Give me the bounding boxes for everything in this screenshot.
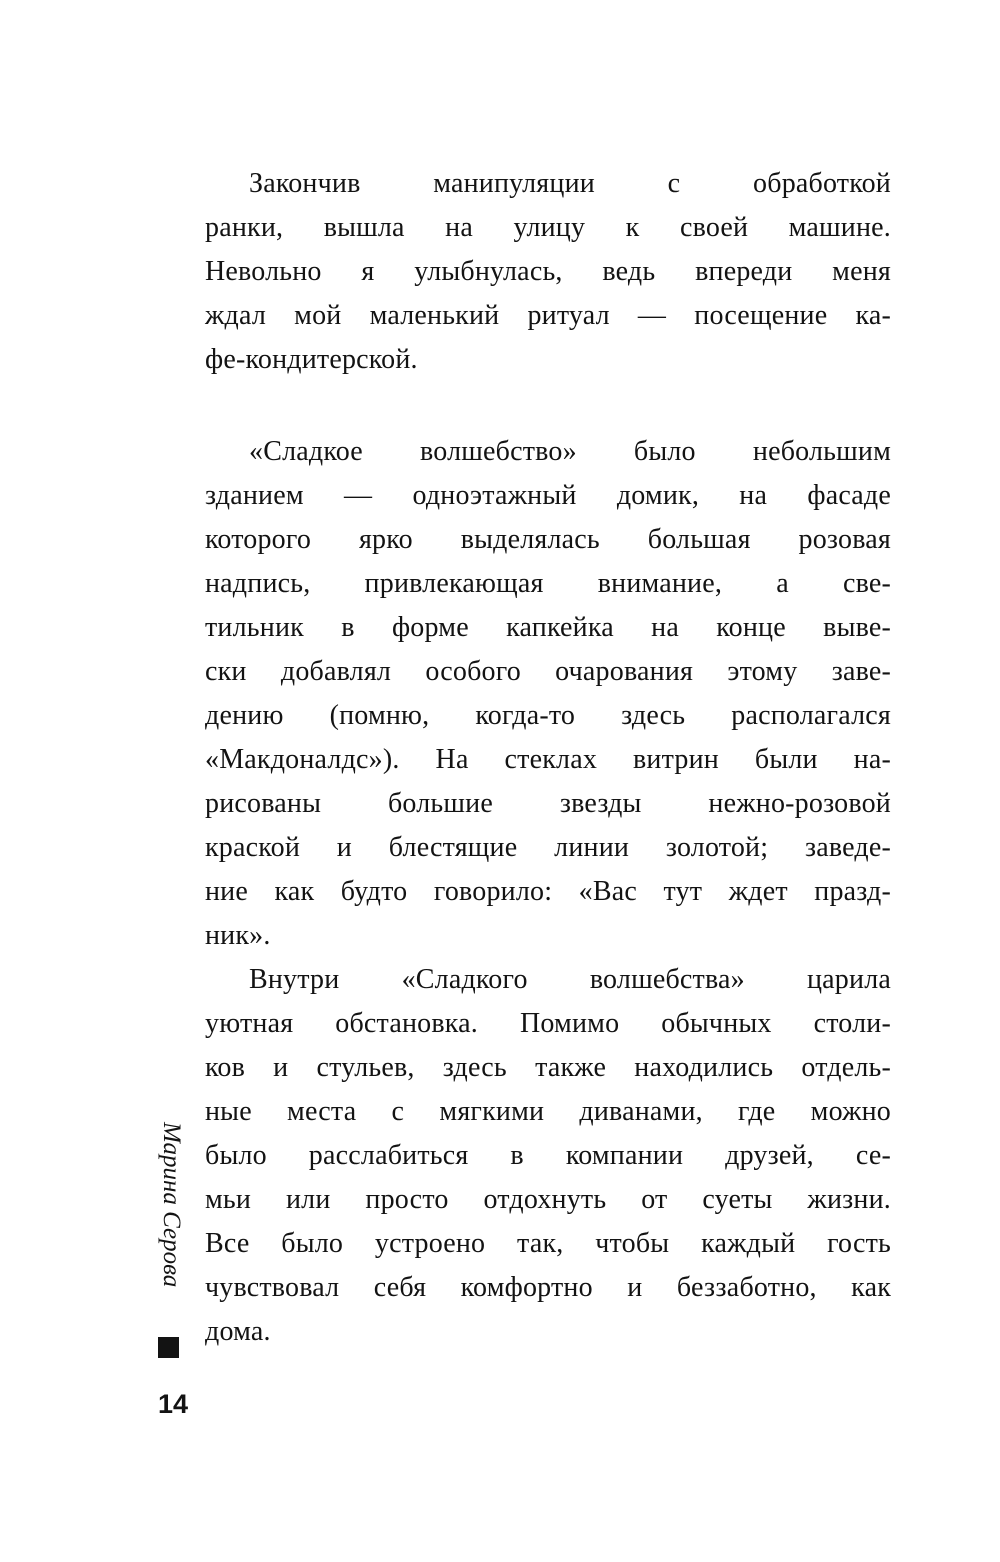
text-line: рисованы большие звезды нежно-розовой — [205, 788, 891, 819]
text-line: Невольно я улыбнулась, ведь впереди меня — [205, 256, 891, 287]
text-line: ник». — [205, 920, 271, 951]
author-name-vertical: Марина Серова — [158, 1122, 185, 1288]
paragraph — [205, 958, 891, 1354]
text-line: уютная обстановка. Помимо обычных столи- — [205, 1008, 891, 1039]
text-line: Закончив манипуляции с обработкой — [249, 168, 891, 199]
text-line: было расслабиться в компании друзей, се- — [205, 1140, 891, 1171]
text-line: чувствовал себя комфортно и беззаботно, как — [205, 1272, 891, 1303]
text-line: «Макдоналдс»). На стеклах витрин были на- — [205, 744, 891, 775]
text-line: надпись, привлекающая внимание, а све- — [205, 568, 891, 599]
text-line: которого ярко выделялась большая розовая — [205, 524, 891, 555]
text-line: Внутри «Сладкого волшебства» царила — [249, 964, 891, 995]
text-line: дению (помню, когда-то здесь располагался — [205, 700, 891, 731]
text-line: Все было устроено так, чтобы каждый гость — [205, 1228, 891, 1259]
text-line: ние как будто говорило: «Вас тут ждет празд- — [205, 876, 891, 907]
text-line: ранки, вышла на улицу к своей машине. — [205, 212, 891, 243]
text-line: ски добавлял особого очарования этому заве- — [205, 656, 891, 687]
body-text — [205, 162, 891, 1354]
paragraph — [205, 162, 891, 382]
page-number: 14 — [158, 1389, 189, 1419]
text-line: ков и стульев, здесь также находились отдель- — [205, 1052, 891, 1083]
text-line: фе-кондитерской. — [205, 344, 418, 375]
text-line: ждал мой маленький ритуал — посещение ка- — [205, 300, 891, 331]
text-line: ные места с мягкими диванами, где можно — [205, 1096, 891, 1127]
text-line: тильник в форме капкейка на конце выве- — [205, 612, 891, 643]
page-margin-author — [156, 1122, 190, 1322]
text-line: зданием — одноэтажный домик, на фасаде — [205, 480, 891, 511]
text-line: «Сладкое волшебство» было небольшим — [249, 436, 891, 467]
text-line: краской и блестящие линии золотой; заведе- — [205, 832, 891, 863]
paragraph — [205, 430, 891, 958]
spine-marker-square — [158, 1337, 179, 1358]
text-line: дома. — [205, 1316, 271, 1347]
text-line: мьи или просто отдохнуть от суеты жизни. — [205, 1184, 891, 1215]
